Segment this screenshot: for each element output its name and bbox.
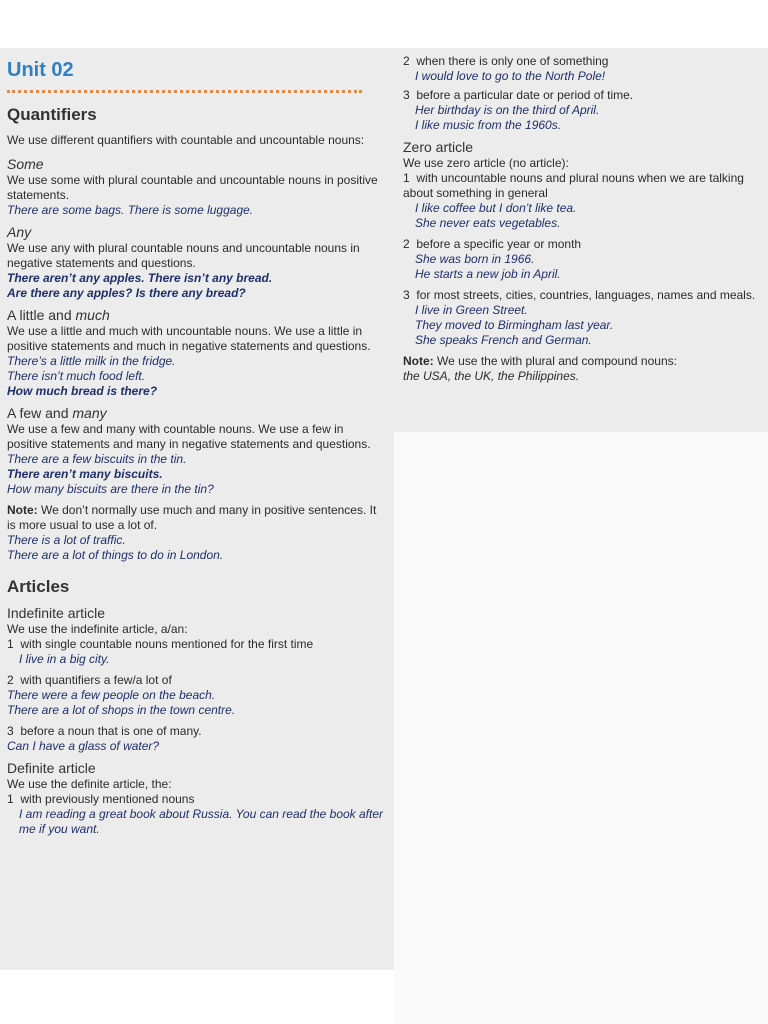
note-example-1: There is a lot of traffic. — [7, 533, 126, 547]
indefinite-example-1: I live in a big city. — [19, 652, 110, 666]
definite-rule-3 — [403, 88, 765, 103]
rule-text: with quantifiers a few/a lot of — [20, 673, 172, 687]
few-example-2: There aren’t many biscuits. — [7, 467, 163, 481]
zero-example-3b: They moved to Birmingham last year. — [415, 318, 614, 332]
zero-example-3c: She speaks French and German. — [415, 333, 592, 347]
zero-article-heading: Zero article — [403, 139, 474, 155]
indefinite-intro: We use the indefinite article, a/an: — [7, 622, 188, 636]
list-number: 3 — [403, 88, 410, 102]
quantifiers-intro: We use different quantifiers with countable and uncountable nouns: — [7, 133, 365, 147]
definite-rule-2 — [403, 54, 765, 69]
definite-article-heading: Definite article — [7, 760, 96, 776]
definite-rule-1 — [7, 792, 385, 807]
definite-example-3a: Her birthday is on the third of April. — [415, 103, 600, 117]
right-column — [403, 54, 765, 384]
zero-example-1a: I like coffee but I don’t like tea. — [415, 201, 577, 215]
few-many-rule: We use a few and many with countable nouns. We use a few in positive statements and many in negative statements and questions. — [7, 422, 371, 451]
little-heading-and: and — [48, 307, 72, 323]
zero-example-3a: I live in Green Street. — [415, 303, 528, 317]
few-heading-part: A few — [7, 405, 42, 421]
zero-rule-1 — [403, 171, 765, 201]
few-example-1: There are a few biscuits in the tin. — [7, 452, 187, 466]
definite-intro: We use the definite article, the: — [7, 777, 172, 791]
any-example-1: There aren’t any apples. There isn’t any bread. — [7, 271, 273, 285]
rule-text: before a particular date or period of time. — [416, 88, 634, 102]
note-label: Note: — [403, 354, 434, 368]
note-example-2: There are a lot of things to do in London. — [7, 548, 224, 562]
list-number: 2 — [403, 237, 410, 251]
rule-text: with single countable nouns mentioned for the first time — [20, 637, 314, 651]
any-rule: We use any with plural countable nouns and uncountable nouns in negative statements and questions. — [7, 241, 360, 270]
blank-area — [394, 432, 768, 1024]
indefinite-article-heading: Indefinite article — [7, 605, 106, 621]
definite-example-2: I would love to go to the North Pole! — [415, 69, 606, 83]
quantifiers-heading: Quantifiers — [7, 105, 97, 124]
any-heading: Any — [7, 224, 32, 240]
any-example-2: Are there any apples? Is there any bread? — [7, 286, 246, 300]
note-label: Note: — [7, 503, 38, 517]
rule-text: before a noun that is one of many. — [20, 724, 202, 738]
little-example-1: There’s a little milk in the fridge. — [7, 354, 176, 368]
list-number: 1 — [7, 792, 14, 806]
article-note — [403, 354, 765, 369]
little-heading-part: A little — [7, 307, 45, 323]
few-many-heading — [7, 405, 385, 422]
zero-example-2b: He starts a new job in April. — [415, 267, 561, 281]
rule-text: before a specific year or month — [416, 237, 582, 251]
indefinite-rule-2 — [7, 673, 385, 688]
quantifier-note — [7, 503, 385, 533]
some-rule: We use some with plural countable and uncountable nouns in positive statements. — [7, 173, 378, 202]
note-text: We don’t normally use much and many in positive sentences. It is more usual to use a lot of. — [7, 503, 377, 532]
list-number: 2 — [7, 673, 14, 687]
zero-example-2a: She was born in 1966. — [415, 252, 535, 266]
some-heading: Some — [7, 156, 44, 172]
list-number: 2 — [403, 54, 410, 68]
few-heading-and: and — [45, 405, 69, 421]
indefinite-example-3: Can I have a glass of water? — [7, 739, 160, 753]
much-heading-part: much — [75, 307, 110, 323]
list-number: 3 — [7, 724, 14, 738]
note-text: We use the with plural and compound nouns: — [437, 354, 677, 368]
little-example-2: There isn’t much food left. — [7, 369, 146, 383]
zero-intro: We use zero article (no article): — [403, 156, 569, 170]
some-example: There are some bags. There is some luggage. — [7, 203, 254, 217]
zero-rule-2 — [403, 237, 765, 252]
zero-rule-3 — [403, 288, 765, 303]
indefinite-example-2b: There are a lot of shops in the town centre. — [7, 703, 236, 717]
rule-text: with uncountable nouns and plural nouns when we are talking about something in general — [403, 171, 744, 200]
zero-example-1b: She never eats vegetables. — [415, 216, 561, 230]
indefinite-example-2a: There were a few people on the beach. — [7, 688, 216, 702]
little-much-heading — [7, 307, 385, 324]
indefinite-rule-3 — [7, 724, 385, 739]
rule-text: when there is only one of something — [416, 54, 609, 68]
list-number: 3 — [403, 288, 410, 302]
little-example-3: How much bread is there? — [7, 384, 158, 398]
dotted-divider — [7, 90, 362, 93]
left-column — [7, 56, 385, 837]
little-much-rule: We use a little and much with uncountable nouns. We use a little in positive statements and much in negative statements and questions. — [7, 324, 371, 353]
indefinite-rule-1 — [7, 637, 385, 652]
note-example: the USA, the UK, the Philippines. — [403, 369, 580, 383]
list-number: 1 — [7, 637, 14, 651]
rule-text: with previously mentioned nouns — [20, 792, 195, 806]
list-number: 1 — [403, 171, 410, 185]
definite-example-3b: I like music from the 1960s. — [415, 118, 562, 132]
rule-text: for most streets, cities, countries, languages, names and meals. — [416, 288, 756, 302]
definite-example-1: I am reading a great book about Russia. You can read the book after me if you want. — [19, 807, 384, 836]
articles-heading: Articles — [7, 577, 70, 596]
few-example-3: How many biscuits are there in the tin? — [7, 482, 214, 496]
unit-title: Unit 02 — [7, 59, 74, 81]
many-heading-part: many — [72, 405, 107, 421]
